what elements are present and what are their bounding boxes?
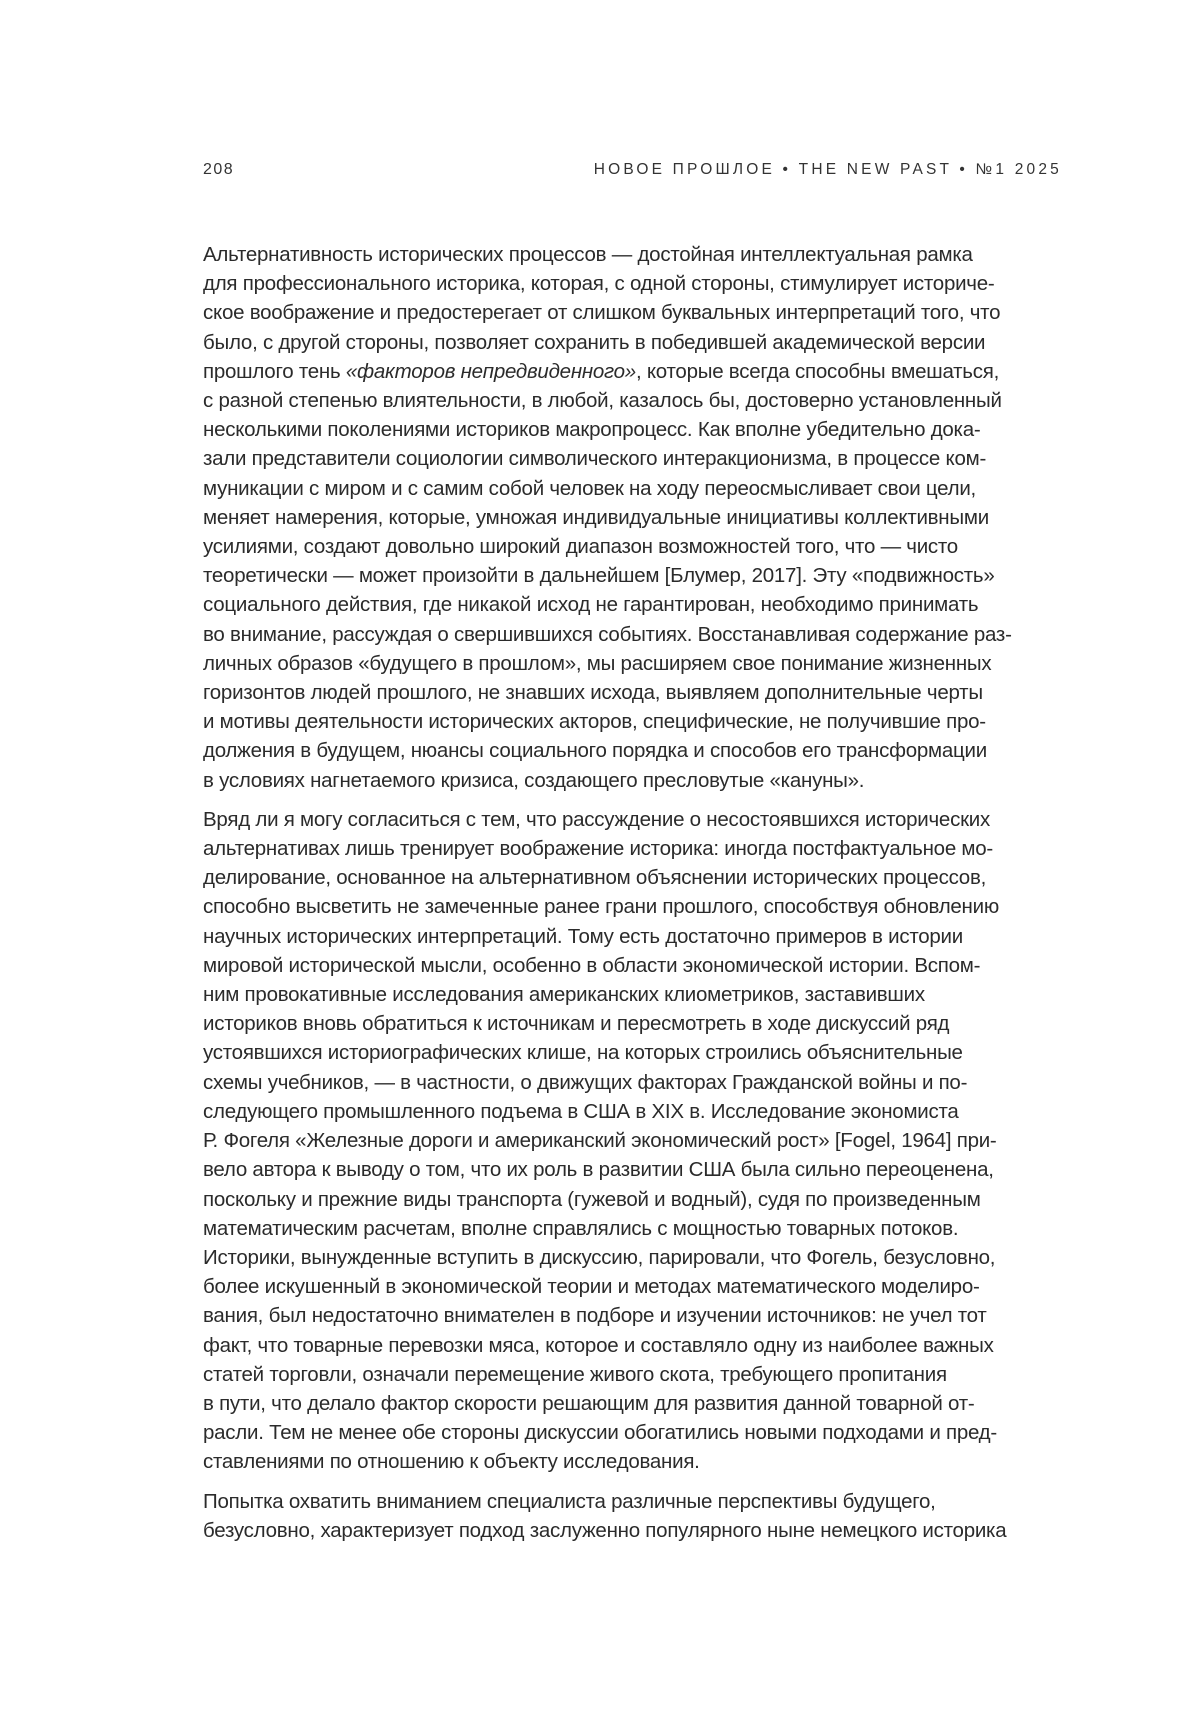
text-line [203, 415, 1083, 444]
text-line [203, 1243, 1083, 1272]
text-line [203, 1516, 1083, 1545]
text-line [203, 620, 1083, 649]
text-segment: более искушенный в экономической теории и методах математического моделиро- [203, 1275, 980, 1299]
text-line [203, 1389, 1083, 1418]
text-segment: вания, был недостаточно внимателен в подборе и изучении источников: не учел тот [203, 1304, 987, 1328]
text-line [203, 532, 1083, 561]
text-line [203, 1214, 1083, 1243]
text-line [203, 834, 1083, 863]
text-line [203, 1360, 1083, 1389]
text-line [203, 1155, 1083, 1184]
text-segment: Историки, вынужденные вступить в дискуссию, парировали, что Фогель, безусловно, [203, 1245, 996, 1269]
text-line [203, 707, 1083, 736]
text-segment: Вряд ли я могу согласиться с тем, что рассуждение о несостоявшихся исторических [203, 807, 990, 831]
text-segment: научных исторических интерпретаций. Тому есть достаточно примеров в истории [203, 924, 963, 948]
text-line [203, 736, 1083, 765]
text-segment: для профессионального историка, которая, с одной стороны, стимулирует историче- [203, 272, 995, 296]
text-segment: горизонтов людей прошлого, не знавших исхода, выявляем дополнительные черты [203, 681, 983, 705]
text-line [203, 805, 1083, 834]
text-line [203, 649, 1083, 678]
text-segment: с разной степенью влиятельности, в любой, казалось бы, достоверно установленный [203, 389, 1002, 413]
page-header [203, 161, 1062, 179]
text-segment: устоявшихся историографических клише, на которых строились объяснительные [203, 1041, 963, 1065]
text-line [203, 922, 1083, 951]
text-segment: несколькими поколениями историков макропроцесс. Как вполне убедительно дока- [203, 418, 981, 442]
text-segment: личных образов «будущего в прошлом», мы расширяем свое понимание жизненных [203, 651, 992, 675]
text-line [203, 474, 1083, 503]
journal-title: НОВОЕ ПРОШЛОЕ • THE NEW PAST • №1 2025 [593, 161, 1062, 178]
text-segment: должения в будущем, нюансы социального порядка и способов его трансформации [203, 739, 987, 763]
text-segment: ним провокативные исследования американских клиометриков, заставивших [203, 983, 925, 1007]
text-segment: было, с другой стороны, позволяет сохранить в победившей академической версии [203, 330, 986, 354]
text-segment: Р. Фогеля «Железные дороги и американский экономический рост» [Fogel, 1964] при- [203, 1129, 997, 1153]
text-line [203, 503, 1083, 532]
paragraph [203, 240, 1083, 795]
paragraph [203, 1487, 1083, 1545]
text-segment: социального действия, где никакой исход не гарантирован, необходимо принимать [203, 593, 979, 617]
text-line [203, 766, 1083, 795]
italic-text: «факторов непредвиденного» [345, 359, 636, 383]
text-segment: меняет намерения, которые, умножая индивидуальные инициативы коллективными [203, 505, 989, 529]
text-line [203, 298, 1083, 327]
text-segment: альтернативах лишь тренирует воображение историка: иногда постфактуальное мо- [203, 837, 993, 861]
text-segment: Попытка охватить вниманием специалиста различные перспективы будущего, [203, 1489, 936, 1513]
text-segment: математическим расчетам, вполне справлялись с мощностью товарных потоков. [203, 1216, 959, 1240]
text-line [203, 1272, 1083, 1301]
text-segment: делирование, основанное на альтернативном объяснении исторических процессов, [203, 866, 987, 890]
text-line [203, 269, 1083, 298]
text-segment: расли. Тем не менее обе стороны дискуссии обогатились новыми подходами и пред- [203, 1421, 997, 1445]
text-line [203, 1009, 1083, 1038]
article-body [203, 240, 1083, 1555]
text-segment: Альтернативность исторических процессов — достойная интеллектуальная рамка [203, 243, 973, 266]
text-line [203, 1185, 1083, 1214]
text-segment: и мотивы деятельности исторических акторов, специфические, не получившие про- [203, 710, 986, 734]
text-line [203, 1126, 1083, 1155]
text-segment: историков вновь обратиться к источникам и пересмотреть в ходе дискуссий ряд [203, 1012, 950, 1036]
text-line [203, 1418, 1083, 1447]
text-line [203, 1301, 1083, 1330]
text-segment: безусловно, характеризует подход заслуженно популярного ныне немецкого историка [203, 1518, 1007, 1542]
text-line [203, 678, 1083, 707]
text-line [203, 980, 1083, 1009]
text-segment: ское воображение и предостерегает от слишком буквальных интерпретаций того, что [203, 301, 1001, 325]
text-line [203, 1097, 1083, 1126]
text-segment: вело автора к выводу о том, что их роль в развитии США была сильно переоценена, [203, 1158, 994, 1182]
text-segment: прошлого тень [203, 359, 346, 383]
text-segment: усилиями, создают довольно широкий диапазон возможностей того, что — чисто [203, 535, 958, 559]
text-segment: во внимание, рассуждая о свершившихся событиях. Восстанавливая содержание раз- [203, 622, 1012, 646]
text-segment: схемы учебников, — в частности, о движущих факторах Гражданской войны и по- [203, 1070, 968, 1094]
text-segment: статей торговли, означали перемещение живого скота, требующего пропитания [203, 1362, 947, 1386]
paragraph [203, 805, 1083, 1477]
text-line [203, 1331, 1083, 1360]
text-line [203, 240, 1083, 269]
text-line [203, 863, 1083, 892]
text-segment: муникации с миром и с самим собой человек на ходу переосмысливает свои цели, [203, 476, 976, 500]
text-segment: в пути, что делало фактор скорости решающим для развития данной товарной от- [203, 1391, 975, 1415]
text-line [203, 1447, 1083, 1476]
text-line [203, 590, 1083, 619]
text-line [203, 1487, 1083, 1516]
text-segment: , которые всегда способны вмешаться, [635, 359, 1000, 383]
text-line [203, 561, 1083, 590]
text-segment: теоретически — может произойти в дальнейшем [Блумер, 2017]. Эту «подвижность» [203, 564, 995, 588]
text-line [203, 892, 1083, 921]
text-segment: мировой исторической мысли, особенно в области экономической истории. Вспом- [203, 953, 981, 977]
text-segment: ставлениями по отношению к объекту исследования. [203, 1450, 700, 1474]
text-line [203, 1038, 1083, 1067]
text-line [203, 386, 1083, 415]
text-segment: факт, что товарные перевозки мяса, которое и составляло одну из наиболее важных [203, 1333, 994, 1357]
text-segment: способно высветить не замеченные ранее грани прошлого, способствуя обновлению [203, 895, 999, 919]
text-segment: поскольку и прежние виды транспорта (гужевой и водный), судя по произведенным [203, 1187, 981, 1211]
page-number: 208 [203, 161, 235, 178]
text-line [203, 328, 1083, 357]
text-segment: следующего промышленного подъема в США в XIX в. Исследование экономиста [203, 1099, 959, 1123]
text-line [203, 357, 1083, 386]
text-line [203, 444, 1083, 473]
text-line [203, 1068, 1083, 1097]
text-line [203, 951, 1083, 980]
text-segment: в условиях нагнетаемого кризиса, создающего пресловутые «кануны». [203, 768, 865, 792]
text-segment: зали представители социологии символического интеракционизма, в процессе ком- [203, 447, 987, 471]
